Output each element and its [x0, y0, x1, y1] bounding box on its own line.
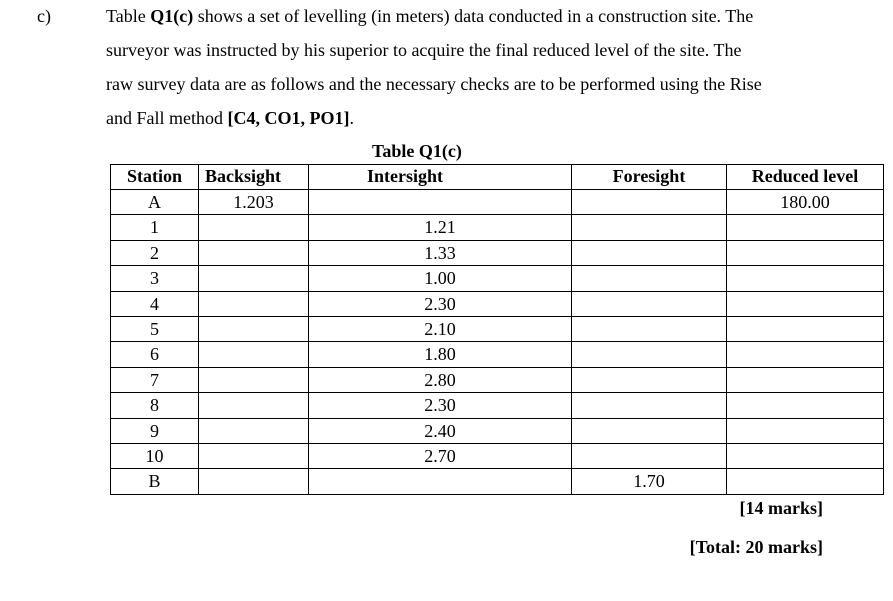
cell-intersight: 1.21	[309, 215, 572, 240]
cell-intersight	[309, 469, 572, 494]
table-row	[111, 418, 884, 443]
table-row	[111, 367, 884, 392]
cell-reduced-level	[727, 266, 884, 291]
cell-backsight	[199, 215, 309, 240]
cell-backsight	[199, 240, 309, 265]
question-line-1	[106, 6, 753, 27]
cell-reduced-level	[727, 469, 884, 494]
table-body	[111, 190, 884, 495]
cell-station: 3	[111, 266, 199, 291]
cell-backsight	[199, 291, 309, 316]
cell-reduced-level	[727, 316, 884, 341]
cell-backsight	[199, 443, 309, 468]
cell-station: A	[111, 190, 199, 215]
cell-backsight: 1.203	[199, 190, 309, 215]
cell-foresight	[572, 215, 727, 240]
table-caption: Table Q1(c)	[372, 141, 462, 161]
cell-station: 5	[111, 316, 199, 341]
cell-foresight	[572, 393, 727, 418]
levelling-table	[110, 164, 884, 495]
part-marks: [14 marks]	[739, 498, 823, 518]
cell-intersight: 2.80	[309, 367, 572, 392]
cell-foresight	[572, 418, 727, 443]
cell-intersight: 2.10	[309, 316, 572, 341]
table-row	[111, 469, 884, 494]
table-row	[111, 342, 884, 367]
cell-intersight	[309, 190, 572, 215]
table-row	[111, 393, 884, 418]
cell-reduced-level	[727, 291, 884, 316]
header-backsight: Backsight	[199, 165, 309, 190]
cell-intersight: 1.00	[309, 266, 572, 291]
table-row	[111, 266, 884, 291]
question-line-2: surveyor was instructed by his superior to acquire the final reduced level of the site. The	[106, 40, 742, 60]
question-line-1-prefix: Table	[106, 6, 151, 26]
question-label: c)	[37, 6, 51, 26]
question-line-4-period: .	[349, 108, 354, 128]
header-station: Station	[111, 165, 199, 190]
cell-foresight	[572, 443, 727, 468]
header-intersight: Intersight	[309, 165, 572, 190]
cell-foresight: 1.70	[572, 469, 727, 494]
cell-backsight	[199, 393, 309, 418]
question-line-4-prefix: and Fall method	[106, 108, 228, 128]
cell-station: 4	[111, 291, 199, 316]
cell-station: 10	[111, 443, 199, 468]
cell-intersight: 2.40	[309, 418, 572, 443]
table-ref: Q1(c)	[150, 6, 194, 26]
cell-station: 8	[111, 393, 199, 418]
table-header-row	[111, 165, 884, 190]
cell-reduced-level	[727, 418, 884, 443]
cell-reduced-level	[727, 342, 884, 367]
cell-reduced-level	[727, 393, 884, 418]
cell-intersight: 2.70	[309, 443, 572, 468]
cell-foresight	[572, 190, 727, 215]
cell-intersight: 2.30	[309, 291, 572, 316]
cell-intersight: 1.33	[309, 240, 572, 265]
cell-reduced-level	[727, 367, 884, 392]
cell-intersight: 1.80	[309, 342, 572, 367]
cell-reduced-level	[727, 240, 884, 265]
header-foresight: Foresight	[572, 165, 727, 190]
cell-foresight	[572, 367, 727, 392]
cell-station: 1	[111, 215, 199, 240]
question-line-1-rest: shows a set of levelling (in meters) data conducted in a construction site. The	[193, 6, 754, 26]
cell-station: B	[111, 469, 199, 494]
total-marks: [Total: 20 marks]	[689, 537, 823, 557]
cell-station: 2	[111, 240, 199, 265]
cell-reduced-level	[727, 215, 884, 240]
table-row	[111, 190, 884, 215]
table-row	[111, 316, 884, 341]
outcome-codes: [C4, CO1, PO1]	[227, 108, 350, 128]
cell-foresight	[572, 342, 727, 367]
cell-foresight	[572, 266, 727, 291]
cell-station: 6	[111, 342, 199, 367]
cell-reduced-level	[727, 443, 884, 468]
cell-foresight	[572, 291, 727, 316]
question-line-4	[106, 108, 354, 129]
cell-foresight	[572, 316, 727, 341]
cell-backsight	[199, 367, 309, 392]
cell-backsight	[199, 418, 309, 443]
cell-backsight	[199, 266, 309, 291]
cell-backsight	[199, 469, 309, 494]
cell-backsight	[199, 342, 309, 367]
table-row	[111, 215, 884, 240]
cell-intersight: 2.30	[309, 393, 572, 418]
question-line-3: raw survey data are as follows and the necessary checks are to be performed using the Rise	[106, 74, 762, 94]
cell-station: 9	[111, 418, 199, 443]
table-row	[111, 443, 884, 468]
table-row	[111, 291, 884, 316]
cell-station: 7	[111, 367, 199, 392]
cell-backsight	[199, 316, 309, 341]
cell-foresight	[572, 240, 727, 265]
header-reduced-level: Reduced level	[727, 165, 884, 190]
table-row	[111, 240, 884, 265]
cell-reduced-level: 180.00	[727, 190, 884, 215]
